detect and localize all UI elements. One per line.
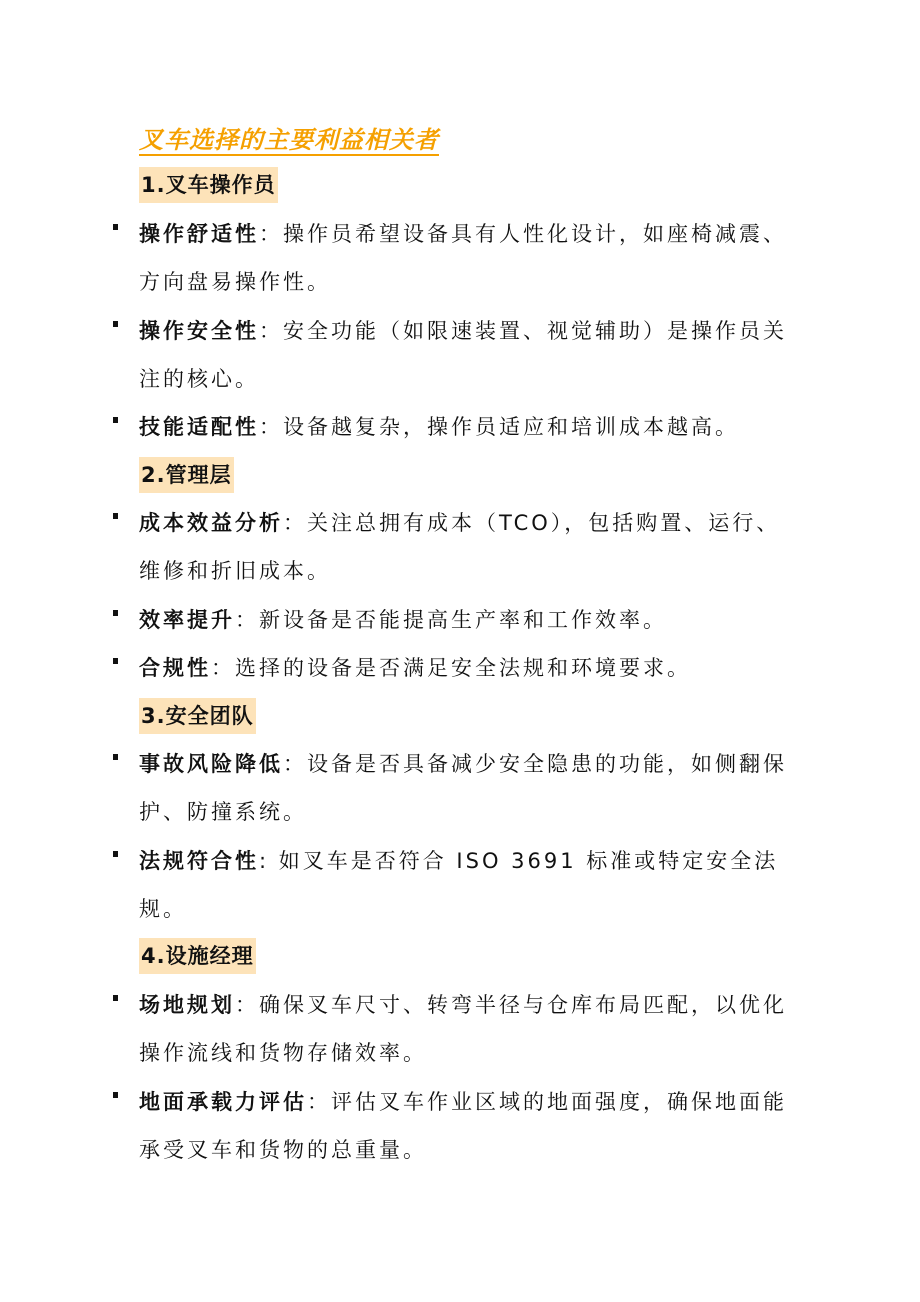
list-item (113, 403, 793, 451)
document-title: 叉车选择的主要利益相关者 (139, 126, 439, 154)
item-description: 选择的设备是否满足安全法规和环境要求。 (235, 656, 691, 680)
item-term: 操作舒适性 (139, 222, 259, 246)
section-heading-facility-manager: 4.设施经理 (139, 938, 256, 974)
item-separator: : (259, 849, 270, 873)
item-separator: ： (307, 1090, 331, 1114)
list-item (113, 981, 793, 1077)
list-item-text (139, 981, 793, 1077)
list-item-text (139, 740, 793, 836)
item-separator: ： (211, 656, 235, 680)
bullet-icon (113, 321, 118, 327)
item-description: 关注总拥有成本（TCO），包括购置、运行、维修和折旧成本。 (139, 511, 781, 583)
bullet-icon (113, 851, 118, 857)
list-item-text (139, 403, 793, 451)
bullet-icon (113, 513, 118, 519)
list-item (113, 210, 793, 306)
list-item-text (139, 1078, 793, 1174)
item-separator: ： (259, 222, 283, 246)
item-description: 操作员希望设备具有人性化设计，如座椅减震、方向盘易操作性。 (139, 222, 787, 294)
bullet-icon (113, 417, 118, 423)
item-term: 场地规划 (139, 993, 235, 1017)
list-item (113, 837, 793, 933)
list-item-text (139, 644, 793, 692)
bullet-icon (113, 754, 118, 760)
item-term: 事故风险降低 (139, 752, 283, 776)
item-description: 设备是否具备减少安全隐患的功能，如侧翻保护、防撞系统。 (139, 752, 787, 824)
list-item-text (139, 499, 793, 595)
item-description: 设备越复杂，操作员适应和培训成本越高。 (283, 415, 739, 439)
bullet-icon (113, 224, 118, 230)
item-description: 安全功能（如限速装置、视觉辅助）是操作员关注的核心。 (139, 319, 787, 391)
item-separator: ： (235, 608, 259, 632)
list-item (113, 740, 793, 836)
bullet-icon (113, 610, 118, 616)
item-term: 地面承载力评估 (139, 1090, 307, 1114)
bullet-icon (113, 995, 118, 1001)
list-item-text (139, 596, 793, 644)
section-heading-operator: 1.叉车操作员 (139, 167, 278, 203)
list-item-text (139, 210, 793, 306)
item-description: 评估叉车作业区域的地面强度，确保地面能承受叉车和货物的总重量。 (139, 1090, 787, 1162)
list-item (113, 1078, 793, 1174)
item-term: 合规性 (139, 656, 211, 680)
list-item (113, 307, 793, 403)
bullet-icon (113, 1092, 118, 1098)
list-item (113, 644, 793, 692)
item-description: 新设备是否能提高生产率和工作效率。 (259, 608, 667, 632)
item-term: 操作安全性 (139, 319, 259, 343)
item-separator: ： (259, 319, 283, 343)
section-heading-safety-team: 3.安全团队 (139, 698, 256, 734)
list-item-text (139, 307, 793, 403)
list-item (113, 499, 793, 595)
list-item (113, 596, 793, 644)
item-term: 效率提升 (139, 608, 235, 632)
bullet-icon (113, 658, 118, 664)
item-term: 法规符合性 (139, 849, 259, 873)
item-description: 如叉车是否符合 ISO 3691 标准或特定安全法规。 (139, 849, 779, 921)
item-term: 成本效益分析 (139, 511, 283, 535)
item-separator: ： (259, 415, 283, 439)
item-separator: ： (235, 993, 259, 1017)
item-separator: ： (283, 752, 307, 776)
list-item-text (139, 837, 793, 933)
section-heading-management: 2.管理层 (139, 457, 234, 493)
item-separator: ： (283, 511, 307, 535)
item-term: 技能适配性 (139, 415, 259, 439)
item-description: 确保叉车尺寸、转弯半径与仓库布局匹配，以优化操作流线和货物存储效率。 (139, 993, 787, 1065)
